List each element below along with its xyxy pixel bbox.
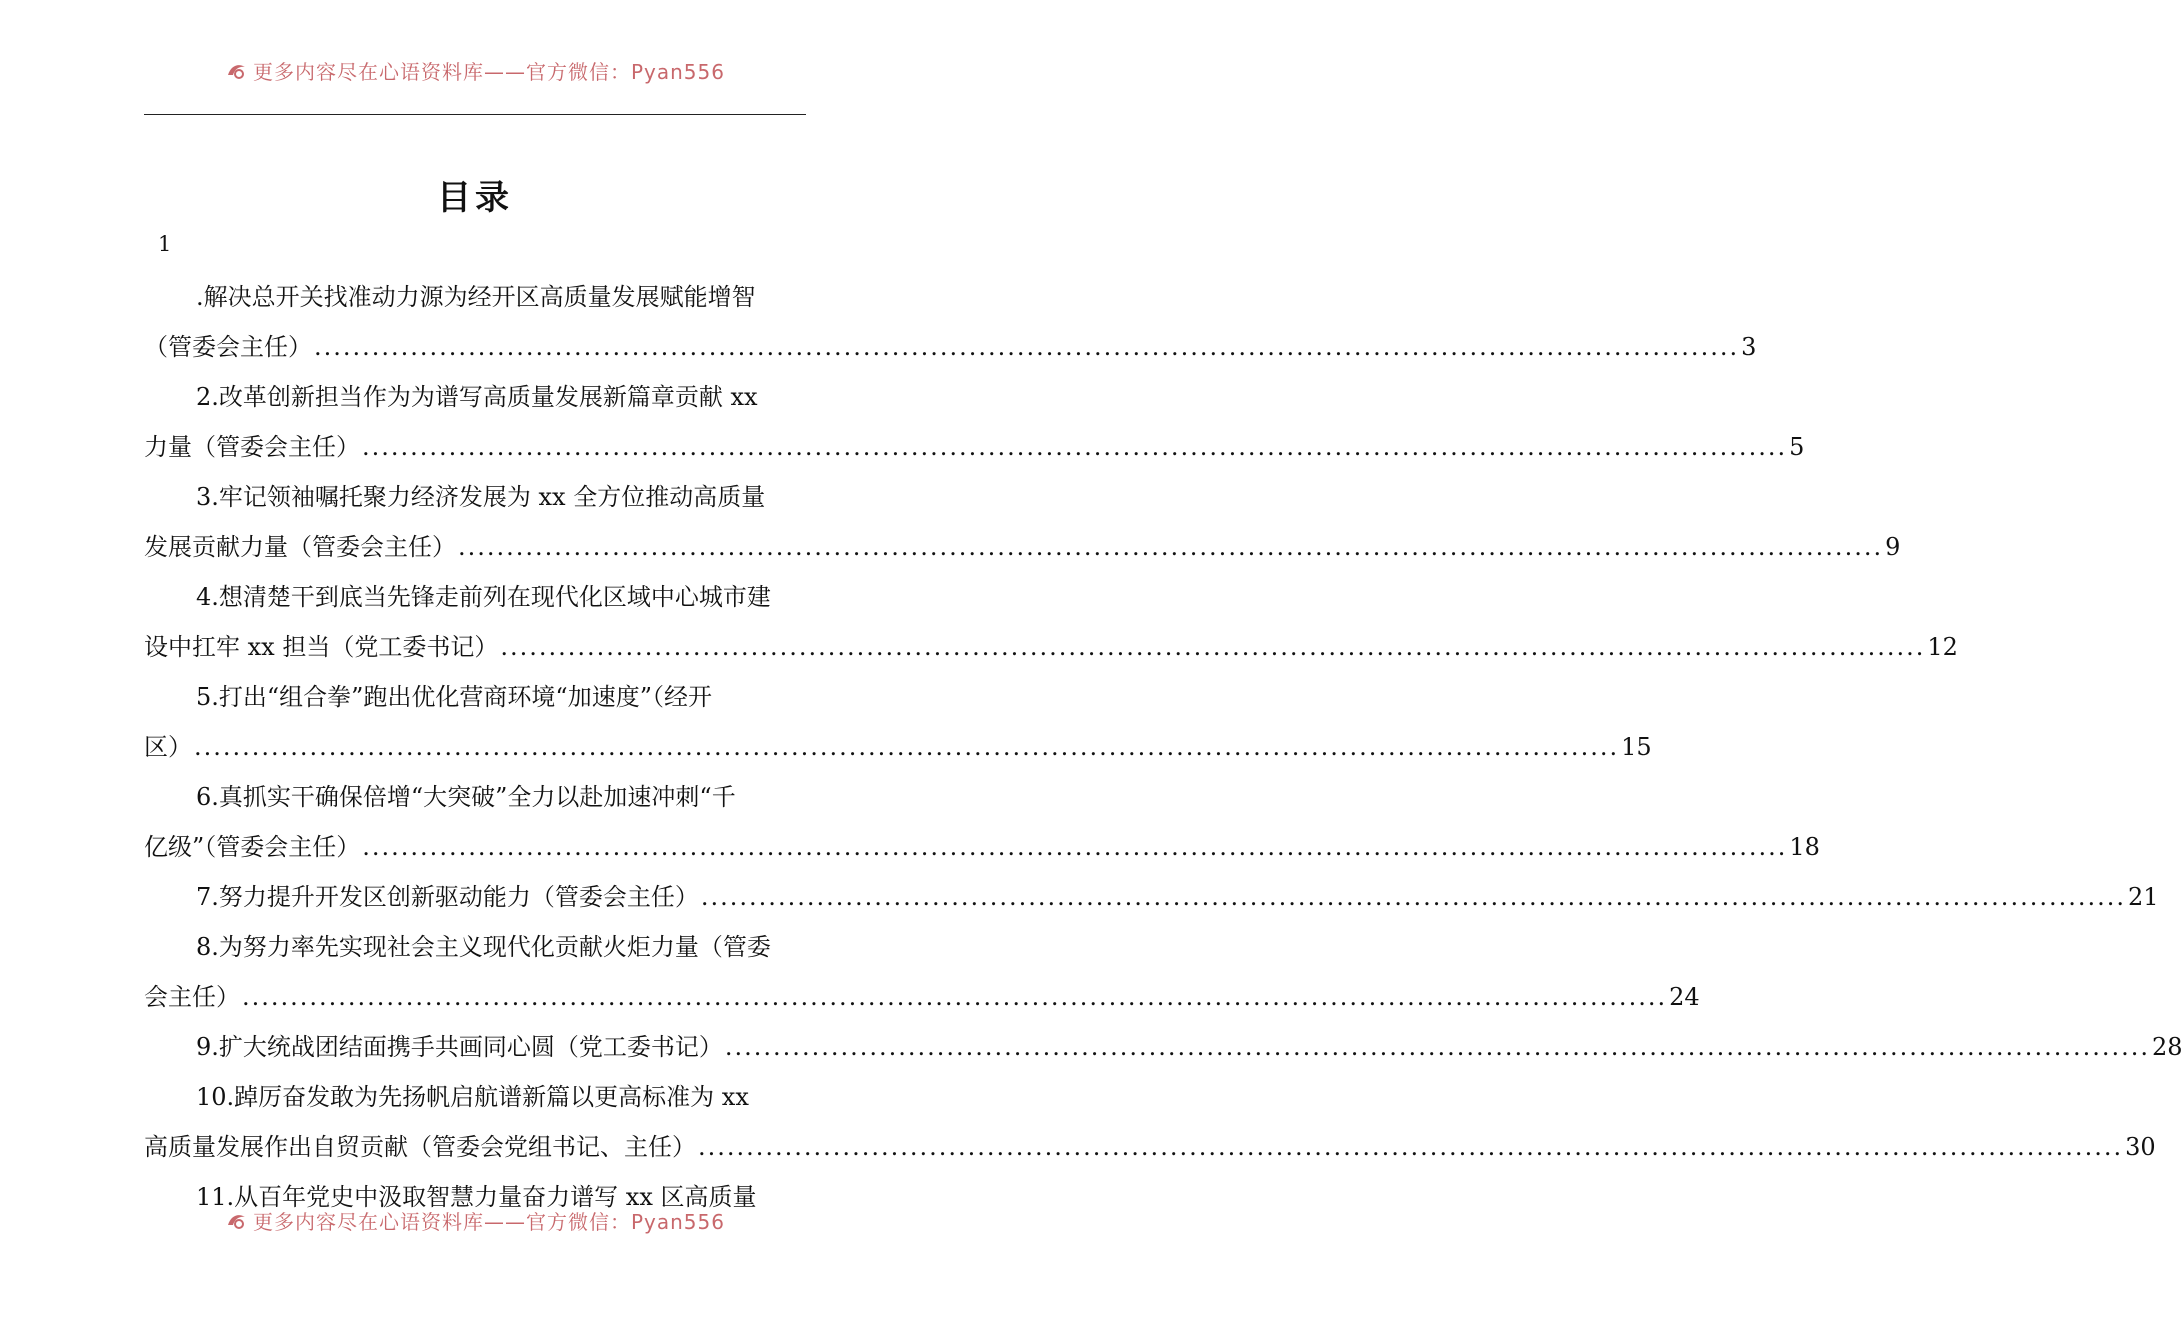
toc-entry-title: 6.真抓实干确保倍增“大突破”全力以赴加速冲刺“千	[196, 783, 736, 811]
toc-leader-dots	[362, 422, 1787, 472]
toc-page-number: 15	[1621, 733, 1652, 761]
toc-entry-title-cont: （管委会主任）	[144, 333, 312, 361]
toc-entry-title-cont: 高质量发展作出自贸贡献（管委会党组书记、主任）	[144, 1133, 696, 1161]
toc-entry[interactable]	[144, 922, 1700, 1022]
toc-entry[interactable]	[144, 372, 1805, 472]
toc-entry-title: 8.为努力率先实现社会主义现代化贡献火炬力量（管委	[196, 933, 771, 961]
watermark-text: 更多内容尽在心语资料库——官方微信：Pyan556	[252, 1210, 725, 1234]
toc-leader-dots	[701, 872, 2126, 922]
toc-entry[interactable]	[144, 772, 1820, 872]
toc-page-number: 9	[1885, 533, 1901, 561]
toc-entry[interactable]	[144, 1072, 2156, 1172]
toc-entry-title: 10.踔厉奋发敢为先扬帆启航谱新篇以更高标准为 xx	[196, 1083, 749, 1111]
toc-entry-title-cont: 发展贡献力量（管委会主任）	[144, 533, 456, 561]
toc-leader-dots	[725, 1022, 2150, 1072]
page-title: 目录	[437, 178, 513, 218]
toc-leader-dots	[242, 972, 1667, 1022]
table-of-contents	[144, 272, 2183, 1222]
watermark-text: 更多内容尽在心语资料库——官方微信：Pyan556	[252, 60, 725, 84]
toc-page-number: 21	[2127, 883, 2159, 911]
toc-page-number: 12	[1927, 633, 1958, 661]
toc-entry-title: 9.扩大统战团结面携手共画同心圆（党工委书记）	[196, 1033, 723, 1061]
toc-entry-title-cont: 会主任）	[144, 983, 240, 1011]
logo-icon	[225, 61, 249, 86]
toc-entry[interactable]	[144, 872, 2159, 922]
header-rule	[144, 114, 806, 115]
toc-entry-title: 4.想清楚干到底当先锋走前列在现代化区域中心城市建	[196, 583, 771, 611]
page-number: 1	[158, 232, 172, 256]
watermark-top	[0, 56, 950, 82]
toc-entry-title-cont: 区）	[144, 733, 192, 761]
toc-leader-dots	[500, 622, 1925, 672]
toc-page-number: 5	[1789, 433, 1805, 461]
toc-entry[interactable]	[144, 472, 1901, 572]
toc-leader-dots	[458, 522, 1883, 572]
toc-entry-title: .解决总开关找准动力源为经开区高质量发展赋能增智	[196, 283, 756, 311]
toc-entry-title: 11.从百年党史中汲取智慧力量奋力谱写 xx 区高质量	[196, 1183, 757, 1211]
toc-entry[interactable]	[144, 272, 1757, 372]
toc-leader-dots	[194, 722, 1619, 772]
toc-entry-title-cont: 设中扛牢 xx 担当（党工委书记）	[144, 633, 499, 661]
toc-leader-dots	[362, 822, 1787, 872]
toc-entry-title: 5.打出“组合拳”跑出优化营商环境“加速度”（经开	[196, 683, 712, 711]
toc-entry-title-cont: 力量（管委会主任）	[144, 433, 360, 461]
toc-entry[interactable]	[144, 572, 1958, 672]
toc-entry[interactable]	[144, 672, 1652, 772]
toc-entry-title: 2.改革创新担当作为为谱写高质量发展新篇章贡献 xx	[196, 383, 758, 411]
toc-leader-dots	[698, 1122, 2123, 1172]
watermark-bottom	[0, 1206, 950, 1232]
toc-page-number: 28	[2151, 1033, 2183, 1061]
toc-page-number: 24	[1669, 983, 1700, 1011]
toc-leader-dots	[314, 322, 1739, 372]
toc-entry-title: 3.牢记领袖嘱托聚力经济发展为 xx 全方位推动高质量	[196, 483, 766, 511]
toc-entry-title: 7.努力提升开发区创新驱动能力（管委会主任）	[196, 883, 699, 911]
toc-entry[interactable]	[144, 1022, 2183, 1072]
toc-entry-title-cont: 亿级”（管委会主任）	[144, 833, 361, 861]
toc-page-number: 18	[1789, 833, 1820, 861]
toc-page-number: 3	[1741, 333, 1757, 361]
logo-icon	[225, 1211, 249, 1236]
toc-page-number: 30	[2125, 1133, 2156, 1161]
